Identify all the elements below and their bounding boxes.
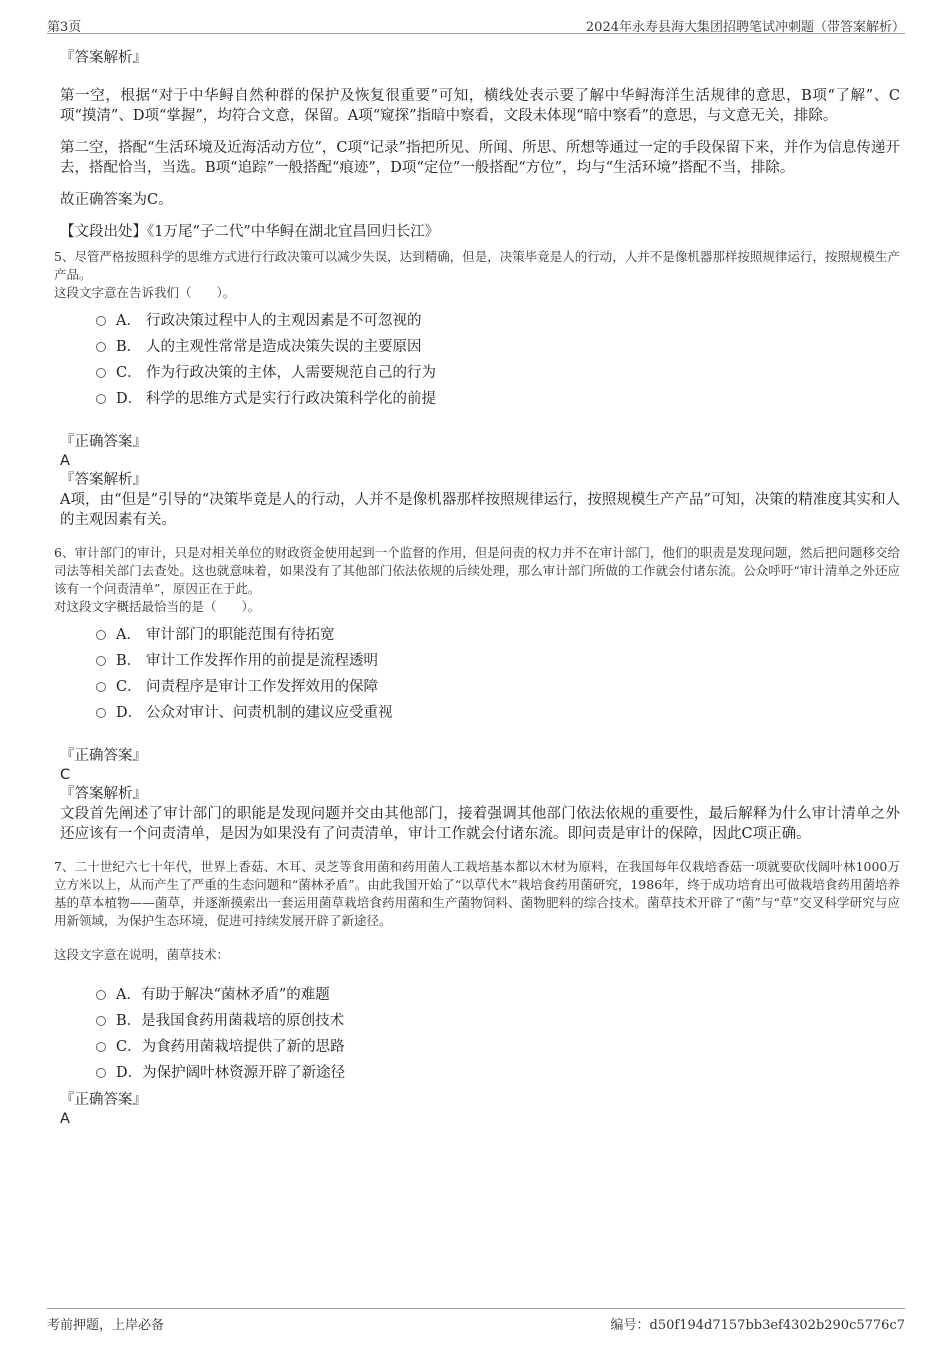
- page-header: [47, 14, 905, 34]
- option-letter: A．: [116, 626, 141, 643]
- option-text: 公众对审计、问责机制的建议应受重视: [146, 704, 393, 721]
- radio-button[interactable]: [96, 394, 106, 404]
- option-letter: B．: [116, 652, 142, 669]
- option-letter: C．: [116, 1038, 142, 1055]
- footer-slogan: 考前押题，上岸必备: [47, 1318, 165, 1333]
- question-stem: 6、审计部门的审计，只是对相关单位的财政资金使用起到一个监督的作用，但是问责的权力并不在审计部门，他们的职责是发现问题，然后把问题移交给司法等相关部门去查处。这也就意味着，如果没有了其他部门依法依规的后续处理，那么审计部门所做的工作就会付诸东流。公众呼吁“审计清单之外还应该有一个问责清单”，原因正在于此。: [54, 545, 900, 596]
- option-d[interactable]: [96, 1058, 900, 1084]
- option-text: 为食药用菌栽培提供了新的思路: [141, 1038, 345, 1055]
- radio-button[interactable]: [96, 316, 106, 326]
- question-prompt: 这段文字意在告诉我们（ ）。: [54, 285, 236, 300]
- option-text: 科学的思维方式是实行行政决策科学化的前提: [146, 390, 436, 407]
- correct-answer: C: [60, 767, 71, 783]
- option-b[interactable]: [96, 1006, 900, 1032]
- radio-button[interactable]: [96, 1068, 106, 1078]
- radio-button[interactable]: [96, 656, 106, 666]
- option-letter: B．: [116, 1012, 142, 1029]
- analysis-paragraph: 第一空，根据“对于中华鲟自然种群的保护及恢复很重要”可知，横线处表示要了解中华鲟海洋生活规律的意思，B项“了解”、C项“摸清”、D项“掌握”，均符合文意，保留。A项“窥探”指暗中察看，文段未体现“暗中察看”的意思，与文意无关，排除。: [60, 88, 900, 124]
- option-c[interactable]: [96, 1032, 900, 1058]
- option-list: [96, 306, 900, 410]
- page-number: 第3页: [47, 20, 82, 35]
- document-code: 编号：d50f194d7157bb3ef4302b290c5776c7: [610, 1318, 905, 1333]
- option-letter: A．: [116, 312, 141, 329]
- option-text: 人的主观性常常是造成决策失误的主要原因: [146, 338, 422, 355]
- analysis-conclusion: 故正确答案为C。: [60, 192, 173, 208]
- option-letter: D．: [116, 1064, 143, 1081]
- option-b[interactable]: [96, 332, 900, 358]
- option-d[interactable]: [96, 698, 900, 724]
- question-prompt: 这段文字意在说明，菌草技术：: [54, 947, 230, 962]
- option-list: [96, 980, 900, 1084]
- radio-button[interactable]: [96, 1042, 106, 1052]
- option-text: 行政决策过程中人的主观因素是不可忽视的: [146, 312, 422, 329]
- option-letter: C．: [116, 678, 142, 695]
- analysis-paragraph: 文段首先阐述了审计部门的职能是发现问题并交由其他部门，接着强调其他部门依法依规的重要性，最后解释为什么审计清单之外还应该有一个问责清单，是因为如果没有了问责清单，审计工作就会付诸东流。即问责是审计的保障，因此C项正确。: [60, 806, 900, 842]
- option-letter: A．: [116, 986, 141, 1003]
- option-a[interactable]: [96, 306, 900, 332]
- option-text: 是我国食药用菌栽培的原创技术: [141, 1012, 345, 1029]
- option-d[interactable]: [96, 384, 900, 410]
- page-footer: [47, 1308, 905, 1338]
- radio-button[interactable]: [96, 368, 106, 378]
- question-prompt: 对这段文字概括最恰当的是（ ）。: [54, 599, 261, 614]
- radio-button[interactable]: [96, 342, 106, 352]
- option-letter: D．: [116, 704, 143, 721]
- option-c[interactable]: [96, 358, 900, 384]
- question-stem: 7、二十世纪六七十年代，世界上香菇、木耳、灵芝等食用菌和药用菌人工栽培基本都以木材为原料，在我国每年仅栽培香菇一项就要砍伐阔叶林1000万立方米以上，从而产生了严重的生态问题和“菌林矛盾”。由此我国开始了“以草代木”栽培食药用菌研究，1986年，终于成功培育出可做栽培食药用菌培养基的草本植物——菌草，并逐渐摸索出一套运用菌草栽培食药用菌和生产菌物饲料、菌物肥料的综合技术。菌草技术开辟了“菌”与“草”交叉科学研究与应用新领域，为保护生态环境，促进可持续发展开辟了新途径。: [54, 859, 900, 928]
- option-text: 有助于解决“菌林矛盾”的难题: [140, 986, 330, 1003]
- radio-button[interactable]: [96, 1016, 106, 1026]
- radio-button[interactable]: [96, 630, 106, 640]
- option-list: [96, 620, 900, 724]
- passage-source: 【文段出处】《1万尾“子二代”中华鲟在湖北宜昌回归长江》: [60, 224, 440, 240]
- option-b[interactable]: [96, 646, 900, 672]
- analysis-paragraph: A项，由“但是”引导的“决策毕竟是人的行动，人并不是像机器那样按照规律运行，按照规模生产产品”可知，决策的精准度其实和人的主观因素有关。: [60, 492, 900, 528]
- correct-answer: A: [60, 1111, 70, 1127]
- question-stem: 5、尽管严格按照科学的思维方式进行行政决策可以减少失误，达到精确，但是，决策毕竟是人的行动，人并不是像机器那样按照规律运行，按照规模生产产品。: [54, 249, 900, 282]
- analysis-title: 『答案解析』: [60, 472, 147, 488]
- option-a[interactable]: [96, 620, 900, 646]
- correct-answer-title: 『正确答案』: [60, 1092, 147, 1108]
- analysis-paragraph: 第二空，搭配“生活环境及近海活动方位”，C项“记录”指把所见、所闻、所思、所想等通过一定的手段保留下来，并作为信息传递开去，搭配恰当，当选。B项“追踪”一般搭配“痕迹”，D项“定位”一般搭配“方位”，均与“生活环境”搭配不当，排除。: [60, 140, 900, 176]
- correct-answer-title: 『正确答案』: [60, 748, 147, 764]
- option-text: 审计工作发挥作用的前提是流程透明: [146, 652, 378, 669]
- correct-answer: A: [60, 453, 70, 469]
- option-text: 问责程序是审计工作发挥效用的保障: [146, 678, 378, 695]
- document-title: 2024年永寿县海大集团招聘笔试冲刺题（带答案解析）: [585, 20, 905, 35]
- analysis-title: 『答案解析』: [60, 50, 147, 66]
- radio-button[interactable]: [96, 708, 106, 718]
- option-letter: D．: [116, 390, 143, 407]
- option-text: 为保护阔叶林资源开辟了新途径: [142, 1064, 346, 1081]
- option-c[interactable]: [96, 672, 900, 698]
- analysis-title: 『答案解析』: [60, 786, 147, 802]
- radio-button[interactable]: [96, 682, 106, 692]
- option-letter: B．: [116, 338, 142, 355]
- option-a[interactable]: [96, 980, 900, 1006]
- option-text: 作为行政决策的主体，人需要规范自己的行为: [146, 364, 436, 381]
- correct-answer-title: 『正确答案』: [60, 434, 147, 450]
- option-text: 审计部门的职能范围有待拓宽: [146, 626, 335, 643]
- option-letter: C．: [116, 364, 142, 381]
- radio-button[interactable]: [96, 990, 106, 1000]
- page-content: [52, 40, 900, 1128]
